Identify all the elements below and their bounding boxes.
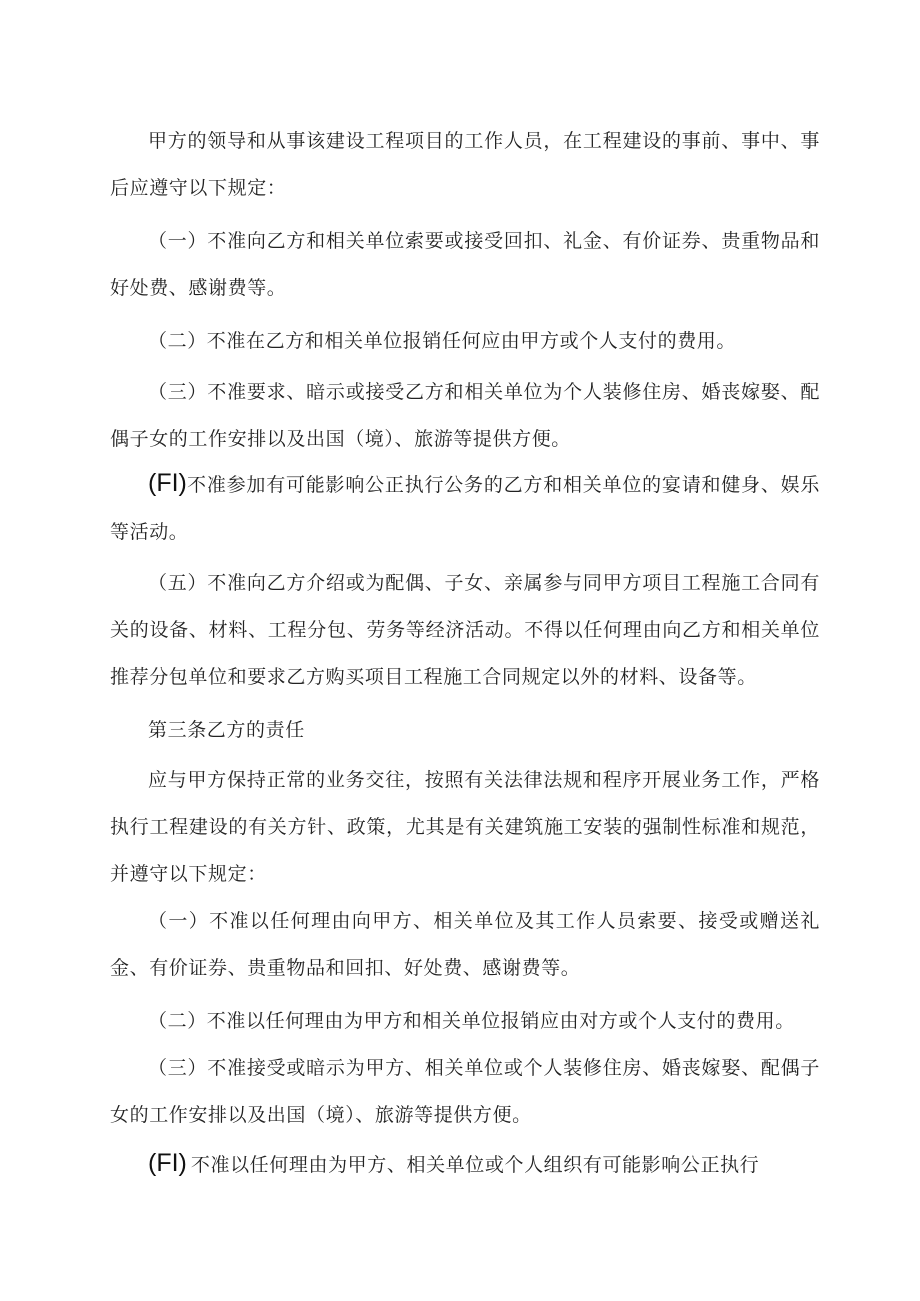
paragraph-party-a-intro: 甲方的领导和从事该建设工程项目的工作人员，在工程建设的事前、事中、事后应遵守以下规定： xyxy=(110,130,820,199)
paragraph-party-a-rule-4 xyxy=(110,460,820,556)
paragraph-party-a-rule-5: （五）不准向乙方介绍或为配偶、子女、亲属参与同甲方项目工程施工合同有关的设备、材料、工程分包、劳务等经济活动。不得以任何理由向乙方和相关单位推荐分包单位和要求乙方购买项目工程施工合同规定以外的材料、设备等。 xyxy=(110,572,820,688)
paragraph-party-b-rule-3: （三）不准接受或暗示为甲方、相关单位或个人装修住房、婚丧嫁娶、配偶子女的工作安排以及出国（境）、旅游等提供方便。 xyxy=(110,1057,820,1126)
paragraph-text: 不准参加有可能影响公正执行公务的乙方和相关单位的宴请和健身、娱乐等活动。 xyxy=(110,474,820,543)
paragraph-party-a-rule-2: （二）不准在乙方和相关单位报销任何应由甲方或个人支付的费用。 xyxy=(148,330,737,352)
paragraph-text: 不准以任何理由为甲方、相关单位或个人组织有可能影响公正执行 xyxy=(190,1154,760,1176)
paragraph-party-a-rule-1: （一）不准向乙方和相关单位索要或接受回扣、礼金、有价证券、贵重物品和好处费、感谢费等。 xyxy=(110,230,820,299)
section-heading-article-3: 第三条乙方的责任 xyxy=(148,719,305,741)
list-marker: (FI) xyxy=(148,1149,187,1177)
paragraph-party-b-rule-4 xyxy=(110,1140,820,1189)
paragraph-party-b-rule-1: （一）不准以任何理由向甲方、相关单位及其工作人员索要、接受或赠送礼金、有价证券、贵重物品和回扣、好处费、感谢费等。 xyxy=(110,910,820,979)
paragraph-party-a-rule-3: （三）不准要求、暗示或接受乙方和相关单位为个人装修住房、婚丧嫁娶、配偶子女的工作安排以及出国（境）、旅游等提供方便。 xyxy=(110,381,820,450)
paragraph-party-b-rule-2: （二）不准以任何理由为甲方和相关单位报销应由对方或个人支付的费用。 xyxy=(148,1010,795,1032)
list-marker: (FI) xyxy=(148,469,187,497)
paragraph-party-b-intro: 应与甲方保持正常的业务交往，按照有关法律法规和程序开展业务工作，严格执行工程建设的有关方针、政策，尤其是有关建筑施工安装的强制性标准和规范，并遵守以下规定： xyxy=(110,769,820,885)
